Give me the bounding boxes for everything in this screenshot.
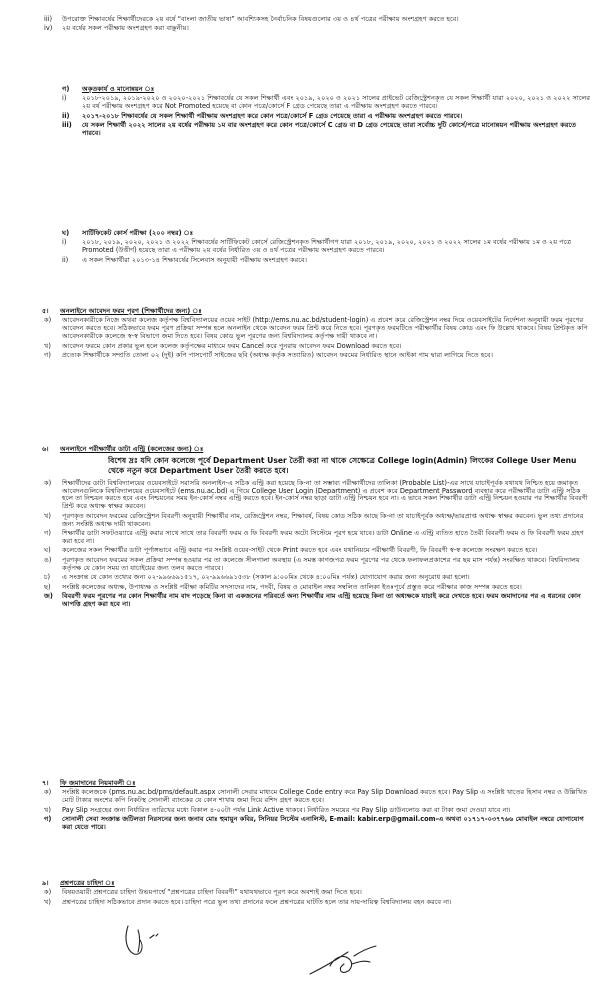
list-item: চ) এ সংক্রান্ত যে কোন তথ্যের জন্য ০২-৯৯৬৬৯১৫১৭, ০২-৯৯৬৬৯১৫৩৮ (সকাল ৯:০০মিঃ থেকে ৪:০০মিঃ পর্যন্ত) যোগাযোগ করার জন্য অনুরোধ করা হলো। [44,573,470,582]
section-ga [22,86,590,139]
list-item: ছ) সংশ্লিষ্ট কলেজের অধ্যক্ষ, উপাধ্যক্ষ ও সংশ্লিষ্ট পরীক্ষা কমিটির সদস্যদের নাম, পদবী, বিষয় ও মোবাইল নম্বর সম্বলিত তালিকা ইতঃপূর্বে প্রস্তুত করে পরীক্ষার কাজ সম্পন্ন করতে হবে। [44,582,522,591]
special-note: বিশেষ দ্রঃ যদি কোন কলেজে পূর্বে Department User তৈরী করা না থাকে সেক্ষেত্রে College login(Admin) লিংকের College User Menu থেকে নতুন করে Department User তৈরী করতে হবে। [108,455,577,475]
list-item: ঙ) পূরণকৃত আবেদন ফরমের সকল প্রক্রিয়া সম্পন্ন হওয়ার পর তা কলেজে সীলগালা অবস্থায় (এ সমস্ত কাগজপত্র ফরম পূরণের পর থেকে ফলাফলপ্রকাশের পর ছয় মাস পর্যন্ত) সংরক্ষিত থাকবে। বিশ্ববিদ্যালয় কর্তৃপক্ষ যে কোন সময় তা যাচাইয়ের জন্য তলব করতে পারবে। [44,555,580,572]
list-item: খ) প্রশ্নপত্রের চাহিদা সঠিকভাবে প্রদান করতে হবে। চাহিদা পত্রে ভুল তথ্য প্রদানের ফলে প্রশ্নপত্রের ঘাটতি হলে তার দায়-দায়িত্ব বিশ্ববিদ্যালয় বহন করবে না। [44,897,452,906]
list-item: গ) শিক্ষার্থীর ডাটা সফটওয়্যারে এন্ট্রি করার সাথে সাথে তার বিবরণী ফরম ও ফি বিবরণী ফরম অটো সিস্টেমে পূরণ হয়ে যাবে। ডাটা Online এ এন্ট্রি ব্যতিত হাতে তৈরী বিবরণী ফরম ও ফি বিবরণী ফরম গ্রহণ করা হবে না। [44,529,584,545]
section-7 [22,780,590,833]
section-6-heading: ৬। অনলাইনে পরীক্ষার্থীর ডাটা এন্ট্রি (কলেজের জন্য) ঃ [42,445,204,453]
list-item: গ) সোনালী সেবা সংক্রান্ত জটিলতা নিরসনের জন্য জনাব মোঃ হুমায়ুন কবির, সিনিয়র সিস্টেম এনালিস্ট, E-mail: kabir.erp@gmail.com-এ অথবা ০১৭১৭-০৩৭৭৬৬ মোবাইল নম্বরে যোগাযোগ করা যেতে পারে। [44,815,584,832]
section-9-heading: ৯। প্রশ্নপত্রের চাহিদা ঃ [42,879,115,887]
list-item: ক) আবেদনকারীকে নিজে অথবা কলেজ কর্তৃপক্ষ বিশ্ববিদ্যালয়ের ওয়েব সাইট (http://ems.nu.ac.bd/student-login) এ প্রবেশ করে রেজিস্ট্রেশন নম্বর দিয়ে ওয়েবসাইটের নির্দেশনা অনুযায়ী ফরম পূরণের আবেদন করতে হবে। সঠিকভাবে ফরম পূরণ প্রক্রিয়া সম্পন্ন হলে অনলাইন থেকে আবেদন ফরম প্রিন্ট করে নিতে হবে। পূরণকৃত ফরমটিতে পরীক্ষার্থীর বিষয় কোড এবং ফি উল্লেখ থাকবে। বিষয় প্রিন্টকৃত কপি আবেদনকারীকে কলেজে স্ব-স্ব বিভাগে জমা দিতে হবে। বিষয় কোড ভুল পূরণের জন্য বিশ্ববিদ্যালয় কর্তৃপক্ষ দায়ী থাকবে না। [44,316,588,341]
list-item: ক) বিষয়ওয়ারী প্রশ্নপত্রের চাহিদা উভয়পার্শ্বে “প্রশ্নপত্রের চাহিদা বিবরণী” যথাযথভাবে পূরণ করে অবশ্যই জমা দিতে হবে। [44,888,362,897]
list-item: ঘ) কলেজের সকল শিক্ষার্থীর ডাটা পূর্ণাঙ্গভাবে এন্ট্রি করার পর সংশ্লিষ্ট ওয়েব-সাইট থেকে Print করতে হবে এবং যথানিয়মে পরীক্ষার্থী বিবরণী, ফি বিবরণী স্ব-স্ব কলেজে সংরক্ষণ করতে হবে। [44,546,538,555]
list-item: iv) ২য় বর্ষের সকল পরীক্ষায় অংশগ্রহণ করা বাঞ্ছনীয়। [44,24,189,33]
section-6 [22,446,590,610]
list-item: ক) সংশ্লিষ্ট কলেজকে (pms.nu.ac.bd/pms/default.aspx সোনালী সেবার মাধ্যমে College Code entry করে Pay Slip Download করতে হবে। Pay Slip এ সংশ্লিষ্ট খাতের হিসাব নম্বর ও উল্লিখিত মোট টাকার অংশের কপি নিকটস্থ সোনালী ব্যাংকের যে কোন শাখায় জমা দিয়ে রশিদ গ্রহণ করতে হবে। [44,788,588,805]
list-item: ii) ২০১৭-২০১৮ শিক্ষাবর্ষের যে সকল শিক্ষার্থী পরীক্ষায় অংশগ্রহণ করে কোন পত্রে/কোর্সে F গ্রেড পেয়েছে তারা এ পরীক্ষায় অংশগ্রহণ করতে পারবে। [62,111,463,120]
section-5-heading: ৫। অনলাইনে আবেদন ফরম পূরণ (শিক্ষার্থীদের জন্য) ঃ [42,307,202,315]
initials-signature-left [120,916,180,966]
list-item: জ) বিবরণী ফরম পূরণের পর কোন শিক্ষার্থীর নাম বাদ পড়েছে কিনা বা একজনের পরিবর্তে অন্য শিক্ষার্থীর নাম এন্ট্রি হয়েছে কিনা তা অধ্যক্ষকে যাচাই করে দেখতে হবে। ফরম জমাদানের পর এ ধরনের কোন আপত্তি গ্রহণ করা হবে না। [44,591,581,608]
section-gha [22,230,590,266]
list-item: ii) এ সকল শিক্ষার্থীরা ২০১৩-১৪ শিক্ষাবর্ষের সিলেবাস অনুযায়ী পরীক্ষায় অংশগ্রহণ করবে। [62,255,307,264]
signature-right [308,938,380,984]
section-gha-heading: ঘ) সার্টিফিকেট কোর্স পরীক্ষা (২০০ নম্বর) ঃ [62,229,194,237]
list-item: খ) আবেদন ফরমে কোন প্রকার ভুল হলে কলেজ কর্তৃপক্ষের মাধ্যমে ফরম Cancel করে পুনরায় আবেদন ফরম Download করতে হবে। [44,341,402,350]
list-item: i) ২০১৮, ২০১৯, ২০২০, ২০২১ ও ২০২২ শিক্ষাবর্ষের সার্টিফিকেট কোর্সে রেজিস্ট্রেশনকৃত শিক্ষার্থীগণ যারা ২০১৮, ২০১৯, ২০২০, ২০২১ ও ২০২২ সালের ১ম বর্ষের পরীক্ষায় ১ম ও ২য় পত্রে Promoted (উত্তীর্ণ) হয়েছে তারা এ পরীক্ষায় ২য় বর্ষের নির্ধারিত ৩য় ও ৪র্থ পত্রের পরীক্ষায় অংশগ্রহণ করতে পারবে। [62,238,572,255]
list-item: iii) যে সকল শিক্ষার্থী ২০২২ সালের ২য় বর্ষের পরীক্ষায় ১ম বার অংশগ্রহণ করে কোন পত্রে/কোর্সে C গ্রেড বা D গ্রেড পেয়েছে তারা সর্বোচ্চ দুটি কোর্সে/পত্রে মানোন্নয়ন পরীক্ষায় অংশগ্রহণ করতে পারবে। [62,121,577,138]
section-continuation [22,16,590,35]
list-item: i) ২০১৮-২০১৯, ২০১৯-২০২০ ও ২০২০-২০২১ শিক্ষাবর্ষের যে সকল শিক্ষার্থী এবং ২০১৯, ২০২০ ও ২০২১ সালের প্রাইভেট রেজিস্ট্রেশনকৃত যে সকল শিক্ষার্থী যারা ২০২০, ২০২১ ও ২০২২ সালের ২য় বর্ষ পরীক্ষায় অংশগ্রহণ করে Not Promoted হয়েছে বা কোন পত্রে/কোর্সে F গ্রেড পেয়েছে তারা এ পরীক্ষায় অংশগ্রহণ করতে পারবে। [62,94,590,111]
section-9 [22,880,590,908]
section-5 [22,308,590,361]
list-item: খ) Pay Slip সংগ্রহের জন্য নির্ধারিত তারিখের মধ্যে বিকাল ৪-০০টা পর্যন্ত Link Active থাকবে। নির্ধারিত সময়ের পর Pay Slip ডাউনলোড করা বা টাকা জমা দেওয়া যাবে না। [44,805,511,814]
list-item: ক) শিক্ষার্থীদের ডাটা বিশ্ববিদ্যালয়ের ওয়েবসাইটে সরাসরি অনলাইন-এ সঠিক এন্ট্রি করা হয়েছে কি-না তা সম্ভাব্য পরীক্ষার্থীদের তালিকা (Probable List)-এর সাথে যাচাইপূর্বক যথাযথ নিশ্চিত হয়ে জমাকৃত আবেদনগুলিকে বিশ্ববিদ্যালয়ের ওয়েবসাইটে (ems.nu.ac.bd) এ গিয়ে College User Login (Department) এ প্রবেশ করে Department Password ব্যবহার করে পরীক্ষার্থীর ডাটা এন্ট্রি সঠিক হলে তা নিশ্চয়ন করতে হবে এবং নিশ্চয়নের সময় ইন-কোর্স নম্বর এন্ট্রি করতে হবে। ইন-কোর্স নম্বর ছাড়া ডাটা এন্ট্রি নিশ্চয়ন হবে না। এ ভাবে সকল শিক্ষার্থীর ডাটা এন্ট্রি নিশ্চয়ন হওয়ার পর শিক্ষার্থীর বিবরণী প্রিন্ট করে অধ্যক্ষ স্বাক্ষর করবেন। [44,478,588,511]
list-item: iii) উপরোক্ত শিক্ষাবর্ষের শিক্ষার্থীদেরকে ২য় বর্ষে “বাংলা জাতীয় ভাষা” আবশ্যিকসহ নৈর্বাচনিক বিষয়গুলোর ৩য় ও ৪র্থ পত্রের পরীক্ষায় অংশগ্রহণ করতে হবে। [44,15,459,23]
section-ga-heading: গ) অকৃতকার্য ও মানোন্নয়ন ঃ [62,85,155,93]
section-7-heading: ৭। ফি জমাদানের নিয়মাবলী ঃ [42,779,136,787]
list-item: খ) পূরণকৃত আবেদন ফরমের রেজিস্ট্রেশন বিবরণী অনুযায়ী শিক্ষার্থীর নাম, রেজিস্ট্রেশন নম্বর, শিক্ষাবর্ষ, বিষয় কোড সঠিক আছে কি-না তা যাচাইপূর্বক অধ্যক্ষ/ভারপ্রাপ্ত অধ্যক্ষ স্বাক্ষর করবেন। ভুল তথ্য প্রদানের জন্য সংশ্লিষ্ট অধ্যক্ষ দায়ী থাকবেন। [44,511,584,528]
list-item: গ) প্রত্যেক শিক্ষার্থীকে সম্প্রতি তোলা ০২ (দুই) কপি পাসপোর্ট সাইজের ছবি (অধ্যক্ষ কর্তৃক সত্যায়িত) আবেদন ফরমের নির্ধারিত স্থানে আইকা গাম দ্বারা লাগিয়ে দিতে হবে। [44,351,493,360]
